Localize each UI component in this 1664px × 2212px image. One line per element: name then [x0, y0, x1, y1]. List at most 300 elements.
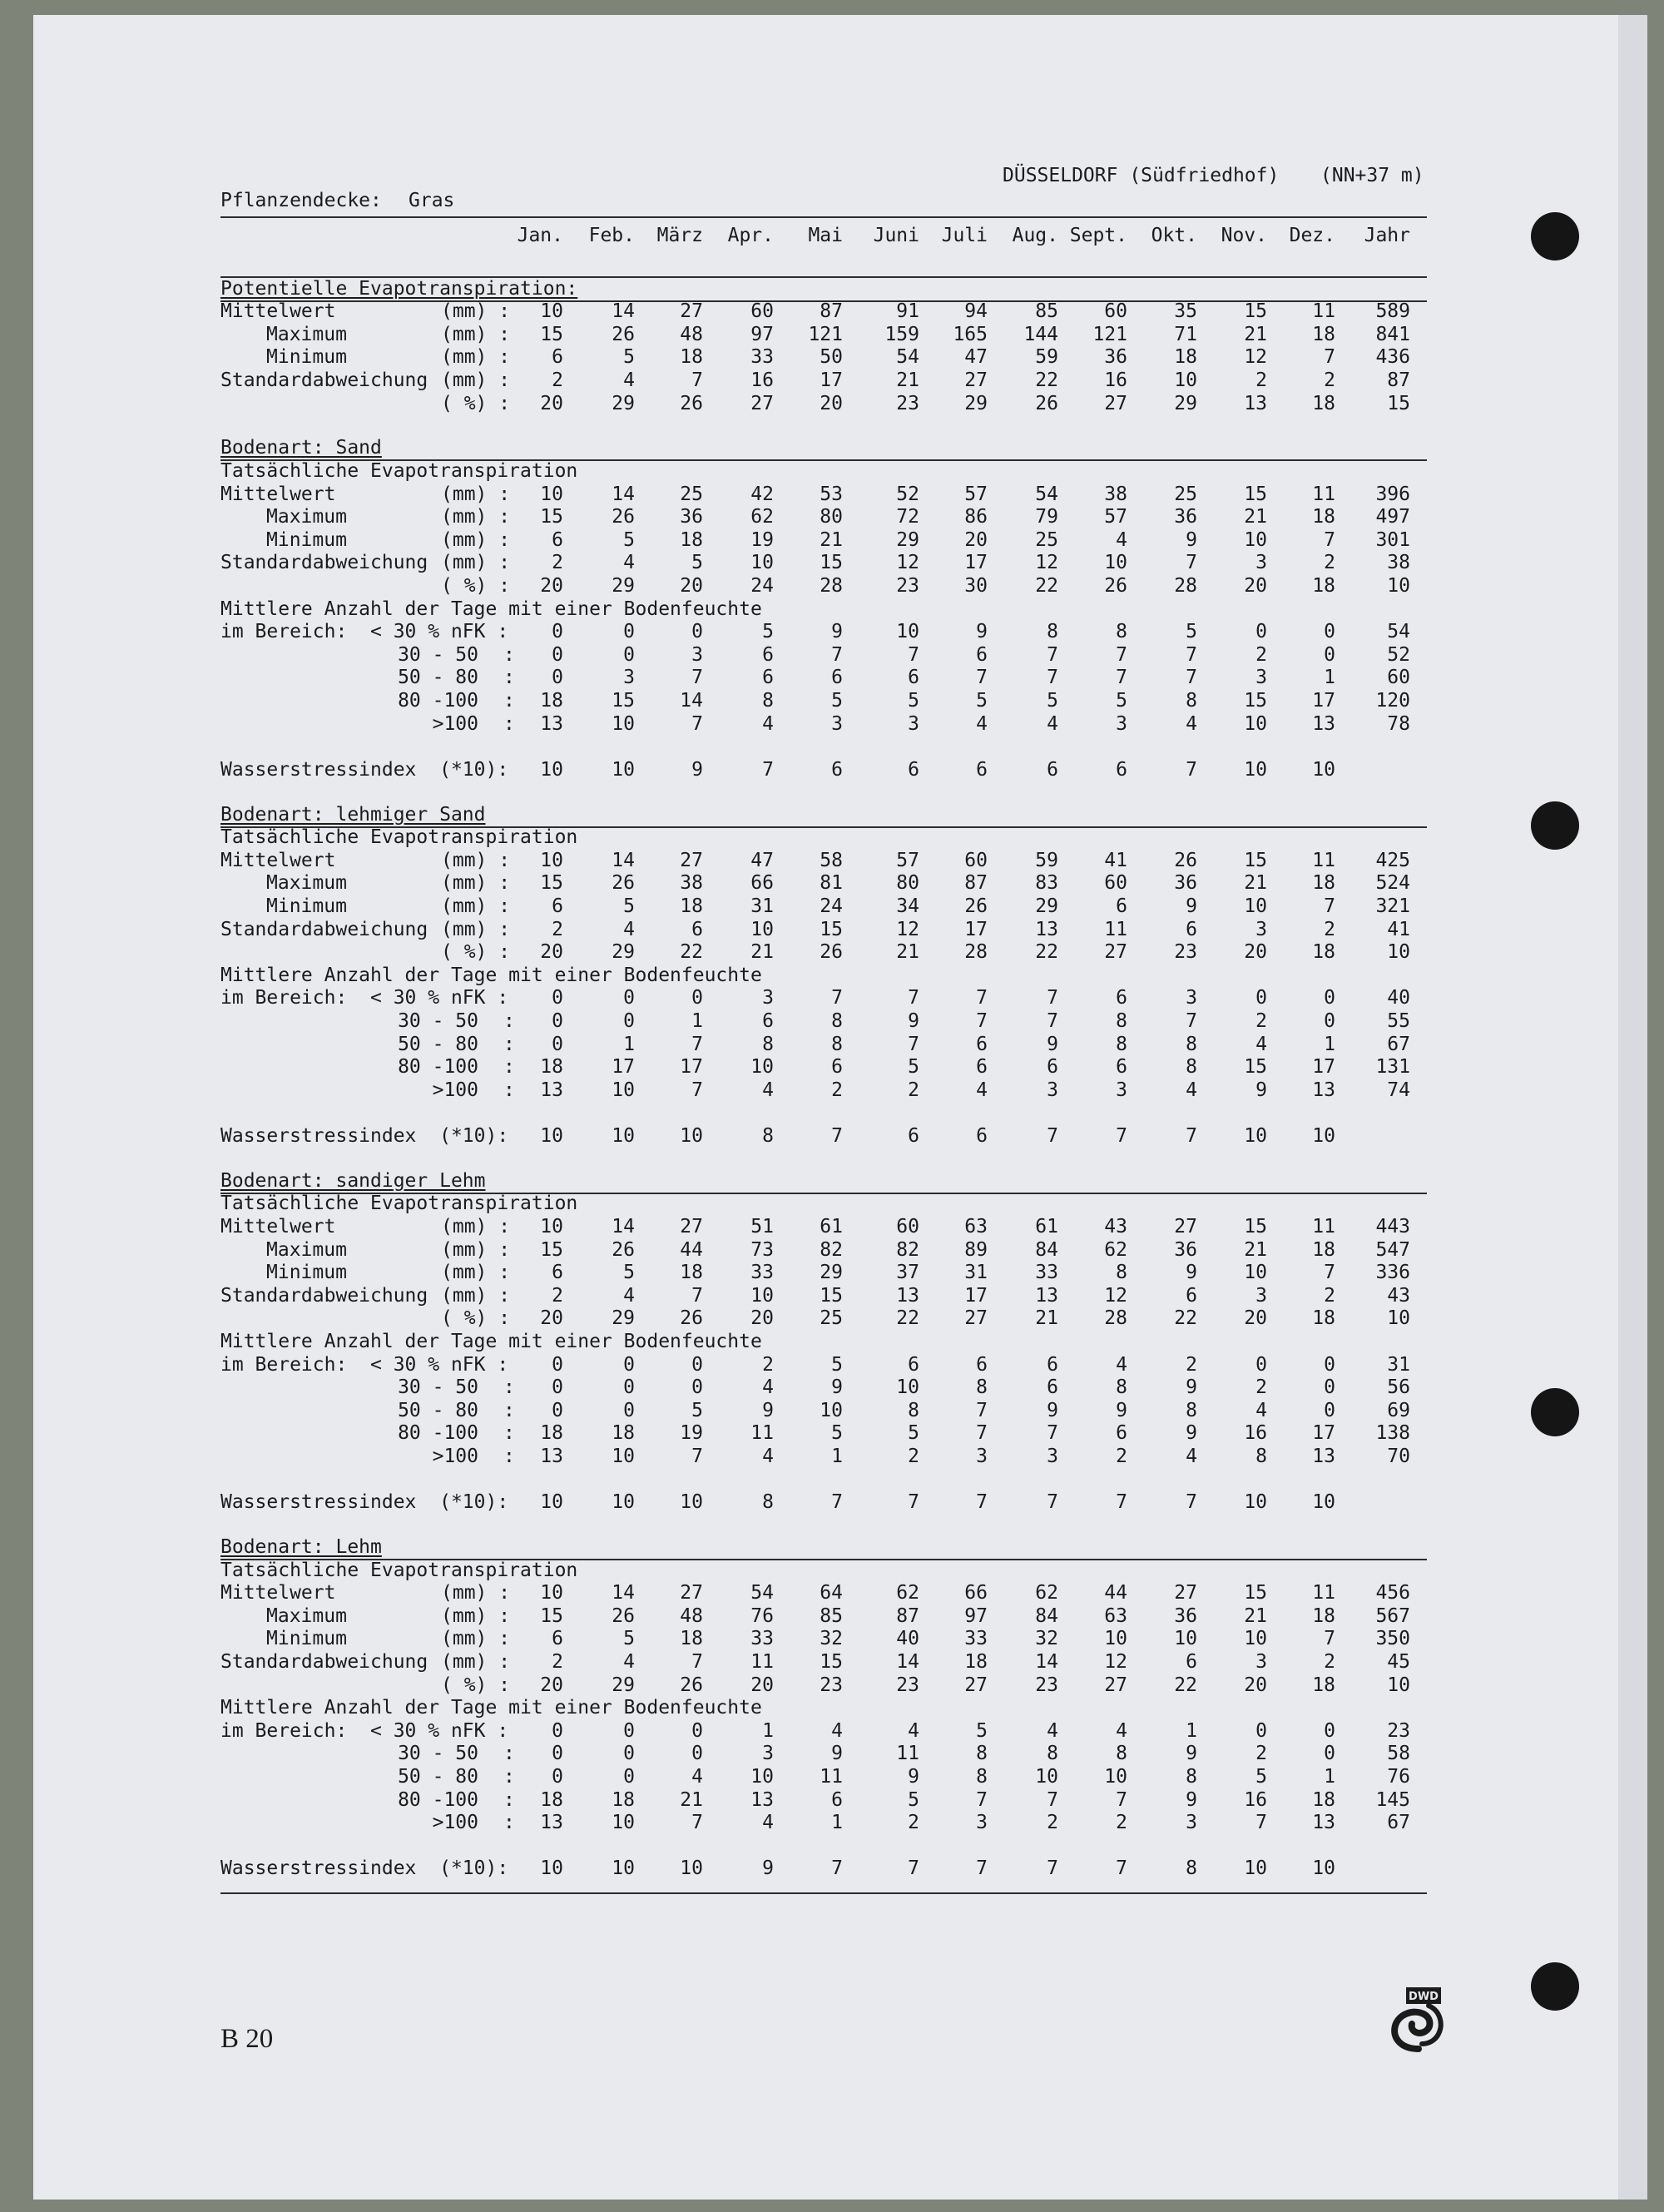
aet-row	[220, 1628, 1427, 1651]
value-cell: 18	[612, 1788, 635, 1811]
value-cell: 0	[552, 1399, 563, 1421]
value-cell: 18	[680, 895, 703, 917]
value-cell: 159	[884, 323, 919, 345]
column-header: Dez.	[1289, 225, 1335, 246]
value-cell: 0	[1324, 1376, 1335, 1399]
value-cell: 1	[1324, 667, 1335, 689]
value-cell: 0	[623, 621, 635, 643]
value-cell: 0	[1324, 621, 1335, 643]
value-cell: 9	[762, 1857, 774, 1880]
value-cell: 10	[540, 1582, 563, 1604]
value-cell: 10	[1387, 1674, 1410, 1696]
value-cell: 567	[1375, 1604, 1410, 1627]
value-cell: 7	[1047, 1422, 1058, 1445]
value-cell: 9	[831, 1376, 843, 1399]
value-cell: 22	[1035, 574, 1058, 597]
value-cell: 9	[1186, 1422, 1197, 1445]
value-cell: 37	[896, 1262, 919, 1284]
value-cell: 7	[1186, 643, 1197, 666]
value-cell: 27	[750, 392, 774, 414]
value-cell: 13	[1035, 1284, 1058, 1307]
value-cell: 20	[540, 574, 563, 597]
value-cell: 6	[1186, 1651, 1197, 1673]
value-cell: 0	[1324, 987, 1335, 1009]
value-cell: 10	[1244, 528, 1267, 551]
aet-title	[220, 1193, 1427, 1216]
pet-row	[220, 300, 1427, 324]
value-cell: 0	[552, 667, 563, 689]
value-cell: 8	[1116, 1743, 1127, 1765]
row-label: im Bereich: < 30 % nFK :	[220, 1353, 509, 1376]
value-cell: 8	[908, 1399, 919, 1421]
value-cell: 9	[1186, 1788, 1197, 1811]
value-cell: 10	[1244, 1124, 1267, 1147]
vegetation-line	[220, 190, 1427, 213]
row-label: Mittelwert	[220, 849, 336, 871]
value-cell: 3	[1255, 918, 1267, 940]
value-cell: 26	[680, 1307, 703, 1330]
subsection-title: Mittlere Anzahl der Tage mit einer Bodenfeuchte	[220, 1330, 762, 1352]
value-cell: 32	[1035, 1628, 1058, 1650]
value-cell: 0	[1255, 1719, 1267, 1742]
value-cell: 3	[976, 1812, 988, 1834]
value-cell: 13	[1312, 1079, 1335, 1101]
aet-row	[220, 552, 1427, 575]
value-cell: 28	[964, 941, 988, 964]
value-cell: 20	[1244, 1674, 1267, 1696]
value-cell: 7	[1255, 1812, 1267, 1834]
value-cell: 11	[750, 1422, 774, 1445]
value-cell: 54	[750, 1582, 774, 1604]
value-cell: 26	[612, 1238, 635, 1261]
value-cell: 2	[1255, 643, 1267, 666]
value-cell: 6	[1186, 918, 1197, 940]
value-cell: 10	[1244, 1491, 1267, 1514]
value-cell: 41	[1104, 849, 1127, 871]
value-cell: 7	[976, 1422, 988, 1445]
value-cell: 15	[612, 689, 635, 712]
value-cell: 12	[1104, 1651, 1127, 1673]
value-cell: 120	[1375, 689, 1410, 712]
value-cell: 26	[820, 941, 843, 964]
value-cell: 21	[896, 369, 919, 391]
value-cell: 76	[750, 1604, 774, 1627]
value-cell: 4	[623, 369, 635, 391]
value-cell: 10	[750, 1056, 774, 1079]
value-cell: 18	[680, 528, 703, 551]
value-cell: 8	[1255, 1445, 1267, 1467]
value-cell: 5	[831, 689, 843, 712]
value-cell: 64	[820, 1582, 843, 1604]
value-cell: 5	[623, 528, 635, 551]
value-cell: 3	[1047, 1445, 1058, 1467]
value-cell: 7	[976, 987, 988, 1009]
value-cell: 10	[540, 300, 563, 323]
value-cell: 396	[1375, 483, 1410, 505]
value-cell: 6	[908, 667, 919, 689]
value-cell: 8	[1116, 1033, 1127, 1055]
value-cell: 16	[1104, 369, 1127, 391]
value-cell: 2	[552, 918, 563, 940]
value-cell: 10	[1312, 1124, 1335, 1147]
value-cell: 0	[1324, 1399, 1335, 1421]
value-cell: 9	[1186, 528, 1197, 551]
value-cell: 23	[896, 1674, 919, 1696]
value-cell: 14	[612, 1215, 635, 1237]
value-cell: 97	[964, 1604, 988, 1627]
aet-title	[220, 826, 1427, 850]
value-cell: 15	[820, 1284, 843, 1307]
value-cell: 8	[762, 1033, 774, 1055]
value-cell: 0	[623, 1743, 635, 1765]
row-label: Mittelwert	[220, 483, 336, 505]
value-cell: 2	[1255, 369, 1267, 391]
value-cell: 15	[540, 1604, 563, 1627]
value-cell: 4	[623, 552, 635, 574]
value-cell: 48	[680, 1604, 703, 1627]
value-cell: 87	[964, 872, 988, 895]
row-unit: (mm) :	[441, 369, 511, 391]
value-cell: 0	[552, 1766, 563, 1788]
value-cell: 6	[1116, 1422, 1127, 1445]
value-cell: 40	[1387, 987, 1410, 1009]
value-cell: 2	[908, 1079, 919, 1101]
value-cell: 1	[831, 1445, 843, 1467]
stress-row	[220, 1491, 1427, 1515]
value-cell: 7	[691, 1651, 703, 1673]
value-cell: 8	[1116, 621, 1127, 643]
value-cell: 6	[1047, 1376, 1058, 1399]
moisture-row	[220, 1743, 1427, 1766]
bottom-rule	[220, 1892, 1427, 1894]
value-cell: 10	[540, 849, 563, 871]
value-cell: 52	[896, 483, 919, 505]
value-cell: 6	[762, 1009, 774, 1032]
value-cell: 4	[623, 1284, 635, 1307]
section-title: Bodenart: Sand	[220, 437, 382, 459]
value-cell: 10	[896, 621, 919, 643]
value-cell: 0	[552, 987, 563, 1009]
value-cell: 17	[1312, 689, 1335, 712]
row-unit: (mm) :	[441, 346, 511, 369]
value-cell: 17	[1312, 1056, 1335, 1079]
value-cell: 6	[831, 667, 843, 689]
value-cell: 16	[1244, 1422, 1267, 1445]
row-label: Minimum	[266, 1628, 347, 1650]
row-unit: (mm) :	[441, 849, 511, 871]
row-label: Maximum	[266, 872, 347, 895]
value-cell: 7	[831, 1857, 843, 1880]
value-cell: 57	[1104, 506, 1127, 528]
value-cell: 7	[1324, 1628, 1335, 1650]
value-cell: 84	[1035, 1238, 1058, 1261]
value-cell: 33	[750, 1262, 774, 1284]
aet-row	[220, 484, 1427, 507]
value-cell: 25	[680, 483, 703, 505]
subsection-title: Tatsächliche Evapotranspiration	[220, 1559, 578, 1581]
row-unit: (mm) :	[441, 506, 511, 528]
row-label: 50 - 80	[398, 1766, 478, 1788]
value-cell: 42	[750, 483, 774, 505]
value-cell: 0	[552, 1033, 563, 1055]
separator: :	[503, 667, 515, 689]
value-cell: 7	[691, 1445, 703, 1467]
value-cell: 6	[1186, 1284, 1197, 1307]
value-cell: 43	[1387, 1284, 1410, 1307]
value-cell: 10	[1035, 1766, 1058, 1788]
value-cell: 10	[540, 1491, 563, 1514]
value-cell: 3	[762, 1743, 774, 1765]
value-cell: 36	[1174, 1238, 1197, 1261]
column-header: Juni	[873, 225, 919, 246]
value-cell: 6	[552, 346, 563, 369]
value-cell: 22	[1035, 369, 1058, 391]
value-cell: 26	[612, 1604, 635, 1627]
value-cell: 10	[540, 1857, 563, 1880]
stress-row	[220, 759, 1427, 782]
value-cell: 18	[680, 346, 703, 369]
value-cell: 31	[750, 895, 774, 917]
value-cell: 57	[964, 483, 988, 505]
value-cell: 29	[896, 528, 919, 551]
value-cell: 38	[680, 872, 703, 895]
value-cell: 7	[1186, 667, 1197, 689]
value-cell: 87	[1387, 369, 1410, 391]
value-cell: 4	[831, 1719, 843, 1742]
value-cell: 11	[1312, 1215, 1335, 1237]
value-cell: 20	[964, 528, 988, 551]
row-label: Maximum	[266, 1604, 347, 1627]
value-cell: 8	[1047, 621, 1058, 643]
value-cell: 17	[964, 552, 988, 574]
value-cell: 10	[540, 1124, 563, 1147]
column-header: Jahr	[1364, 225, 1410, 246]
value-cell: 7	[976, 1491, 988, 1514]
value-cell: 18	[1312, 574, 1335, 597]
value-cell: 29	[1035, 895, 1058, 917]
value-cell: 7	[831, 1491, 843, 1514]
value-cell: 20	[1244, 574, 1267, 597]
value-cell: 9	[1255, 1079, 1267, 1101]
value-cell: 436	[1375, 346, 1410, 369]
value-cell: 47	[750, 849, 774, 871]
value-cell: 3	[1186, 987, 1197, 1009]
value-cell: 7	[908, 1857, 919, 1880]
days-title	[220, 965, 1427, 988]
value-cell: 18	[1312, 941, 1335, 964]
value-cell: 1	[762, 1719, 774, 1742]
value-cell: 20	[680, 574, 703, 597]
value-cell: 0	[1255, 1353, 1267, 1376]
value-cell: 22	[680, 941, 703, 964]
value-cell: 7	[976, 1857, 988, 1880]
subsection-title: Mittlere Anzahl der Tage mit einer Bodenfeuchte	[220, 1697, 762, 1719]
row-unit: ( %) :	[441, 1307, 511, 1330]
value-cell: 13	[1035, 918, 1058, 940]
value-cell: 7	[908, 643, 919, 666]
row-unit: (mm) :	[441, 1238, 511, 1261]
value-cell: 336	[1375, 1262, 1410, 1284]
value-cell: 10	[680, 1491, 703, 1514]
value-cell: 425	[1375, 849, 1410, 871]
value-cell: 20	[540, 392, 563, 414]
value-cell: 85	[1035, 300, 1058, 323]
value-cell: 7	[1186, 1009, 1197, 1032]
value-cell: 26	[680, 1674, 703, 1696]
value-cell: 5	[908, 1422, 919, 1445]
soil-title	[220, 1536, 1427, 1560]
value-cell: 62	[750, 506, 774, 528]
value-cell: 2	[1324, 1651, 1335, 1673]
value-cell: 80	[820, 506, 843, 528]
moisture-row	[220, 1446, 1427, 1469]
row-label: 50 - 80	[398, 667, 478, 689]
value-cell: 7	[908, 987, 919, 1009]
value-cell: 10	[820, 1399, 843, 1421]
value-cell: 0	[623, 1353, 635, 1376]
value-cell: 60	[1104, 872, 1127, 895]
value-cell: 18	[1312, 872, 1335, 895]
value-cell: 443	[1375, 1215, 1410, 1237]
value-cell: 48	[680, 323, 703, 345]
value-cell: 6	[1047, 758, 1058, 781]
value-cell: 35	[1174, 300, 1197, 323]
value-cell: 20	[820, 392, 843, 414]
value-cell: 7	[762, 758, 774, 781]
value-cell: 38	[1104, 483, 1127, 505]
value-cell: 6	[831, 1788, 843, 1811]
value-cell: 6	[908, 758, 919, 781]
value-cell: 60	[1104, 300, 1127, 323]
row-label: >100	[432, 712, 478, 735]
value-cell: 5	[691, 552, 703, 574]
value-cell: 21	[1035, 1307, 1058, 1330]
separator: :	[503, 643, 515, 666]
value-cell: 7	[691, 369, 703, 391]
value-cell: 21	[750, 941, 774, 964]
row-unit: (mm) :	[441, 552, 511, 574]
value-cell: 10	[612, 1812, 635, 1834]
value-cell: 43	[1104, 1215, 1127, 1237]
pet-row	[220, 324, 1427, 347]
value-cell: 7	[1116, 1124, 1127, 1147]
value-cell: 21	[1244, 872, 1267, 895]
value-cell: 4	[908, 1719, 919, 1742]
value-cell: 8	[1116, 1262, 1127, 1284]
row-unit: (mm) :	[441, 895, 511, 917]
value-cell: 3	[1255, 552, 1267, 574]
value-cell: 89	[964, 1238, 988, 1261]
value-cell: 58	[820, 849, 843, 871]
value-cell: 21	[1244, 506, 1267, 528]
value-cell: 10	[1387, 574, 1410, 597]
subsection-title: Tatsächliche Evapotranspiration	[220, 1193, 578, 1215]
value-cell: 7	[976, 1399, 988, 1421]
row-label: Maximum	[266, 1238, 347, 1261]
value-cell: 4	[1047, 1719, 1058, 1742]
value-cell: 8	[1047, 1743, 1058, 1765]
value-cell: 38	[1387, 552, 1410, 574]
value-cell: 13	[1312, 712, 1335, 735]
value-cell: 6	[691, 918, 703, 940]
value-cell: 15	[1244, 300, 1267, 323]
row-unit: ( %) :	[441, 941, 511, 964]
value-cell: 28	[1174, 574, 1197, 597]
value-cell: 80	[896, 872, 919, 895]
aet-row	[220, 1582, 1427, 1605]
value-cell: 14	[612, 1582, 635, 1604]
value-cell: 9	[1186, 1743, 1197, 1765]
value-cell: 11	[1312, 1582, 1335, 1604]
value-cell: 15	[540, 1238, 563, 1261]
value-cell: 55	[1387, 1009, 1410, 1032]
value-cell: 121	[1092, 323, 1127, 345]
value-cell: 6	[908, 1124, 919, 1147]
value-cell: 29	[1174, 392, 1197, 414]
value-cell: 5	[623, 1262, 635, 1284]
value-cell: 7	[1186, 1124, 1197, 1147]
value-cell: 4	[1116, 528, 1127, 551]
value-cell: 6	[908, 1353, 919, 1376]
value-cell: 87	[820, 300, 843, 323]
value-cell: 2	[552, 1651, 563, 1673]
value-cell: 2	[1255, 1376, 1267, 1399]
value-cell: 0	[691, 1353, 703, 1376]
value-cell: 4	[762, 1079, 774, 1101]
value-cell: 27	[1104, 1674, 1127, 1696]
value-cell: 10	[896, 1376, 919, 1399]
value-cell: 3	[623, 667, 635, 689]
value-cell: 27	[680, 849, 703, 871]
aet-row	[220, 1262, 1427, 1285]
value-cell: 1	[691, 1009, 703, 1032]
value-cell: 18	[1312, 506, 1335, 528]
value-cell: 2	[1324, 1284, 1335, 1307]
value-cell: 2	[831, 1079, 843, 1101]
aet-row	[220, 1216, 1427, 1239]
value-cell: 13	[750, 1788, 774, 1811]
subsection-title: Mittlere Anzahl der Tage mit einer Bodenfeuchte	[220, 964, 762, 986]
separator: :	[503, 712, 515, 735]
value-cell: 6	[976, 1056, 988, 1079]
value-cell: 0	[1324, 1719, 1335, 1742]
value-cell: 13	[1244, 392, 1267, 414]
value-cell: 7	[1047, 1788, 1058, 1811]
value-cell: 62	[1035, 1582, 1058, 1604]
row-unit: (mm) :	[441, 528, 511, 551]
value-cell: 23	[1174, 941, 1197, 964]
value-cell: 1	[1324, 1766, 1335, 1788]
moisture-row	[220, 713, 1427, 737]
value-cell: 10	[750, 552, 774, 574]
value-cell: 61	[1035, 1215, 1058, 1237]
row-unit: (mm) :	[441, 918, 511, 940]
value-cell: 2	[1324, 552, 1335, 574]
value-cell: 6	[1116, 987, 1127, 1009]
value-cell: 10	[1244, 1628, 1267, 1650]
value-cell: 9	[976, 621, 988, 643]
row-label: Standardabweichung	[220, 1284, 428, 1307]
value-cell: 10	[612, 758, 635, 781]
value-cell: 8	[762, 1124, 774, 1147]
value-cell: 7	[1047, 1124, 1058, 1147]
value-cell: 4	[1186, 712, 1197, 735]
soil-title	[220, 1170, 1427, 1193]
value-cell: 0	[623, 1399, 635, 1421]
value-cell: 7	[1186, 758, 1197, 781]
row-label: Wasserstressindex (*10):	[220, 1124, 509, 1147]
value-cell: 9	[1047, 1033, 1058, 1055]
